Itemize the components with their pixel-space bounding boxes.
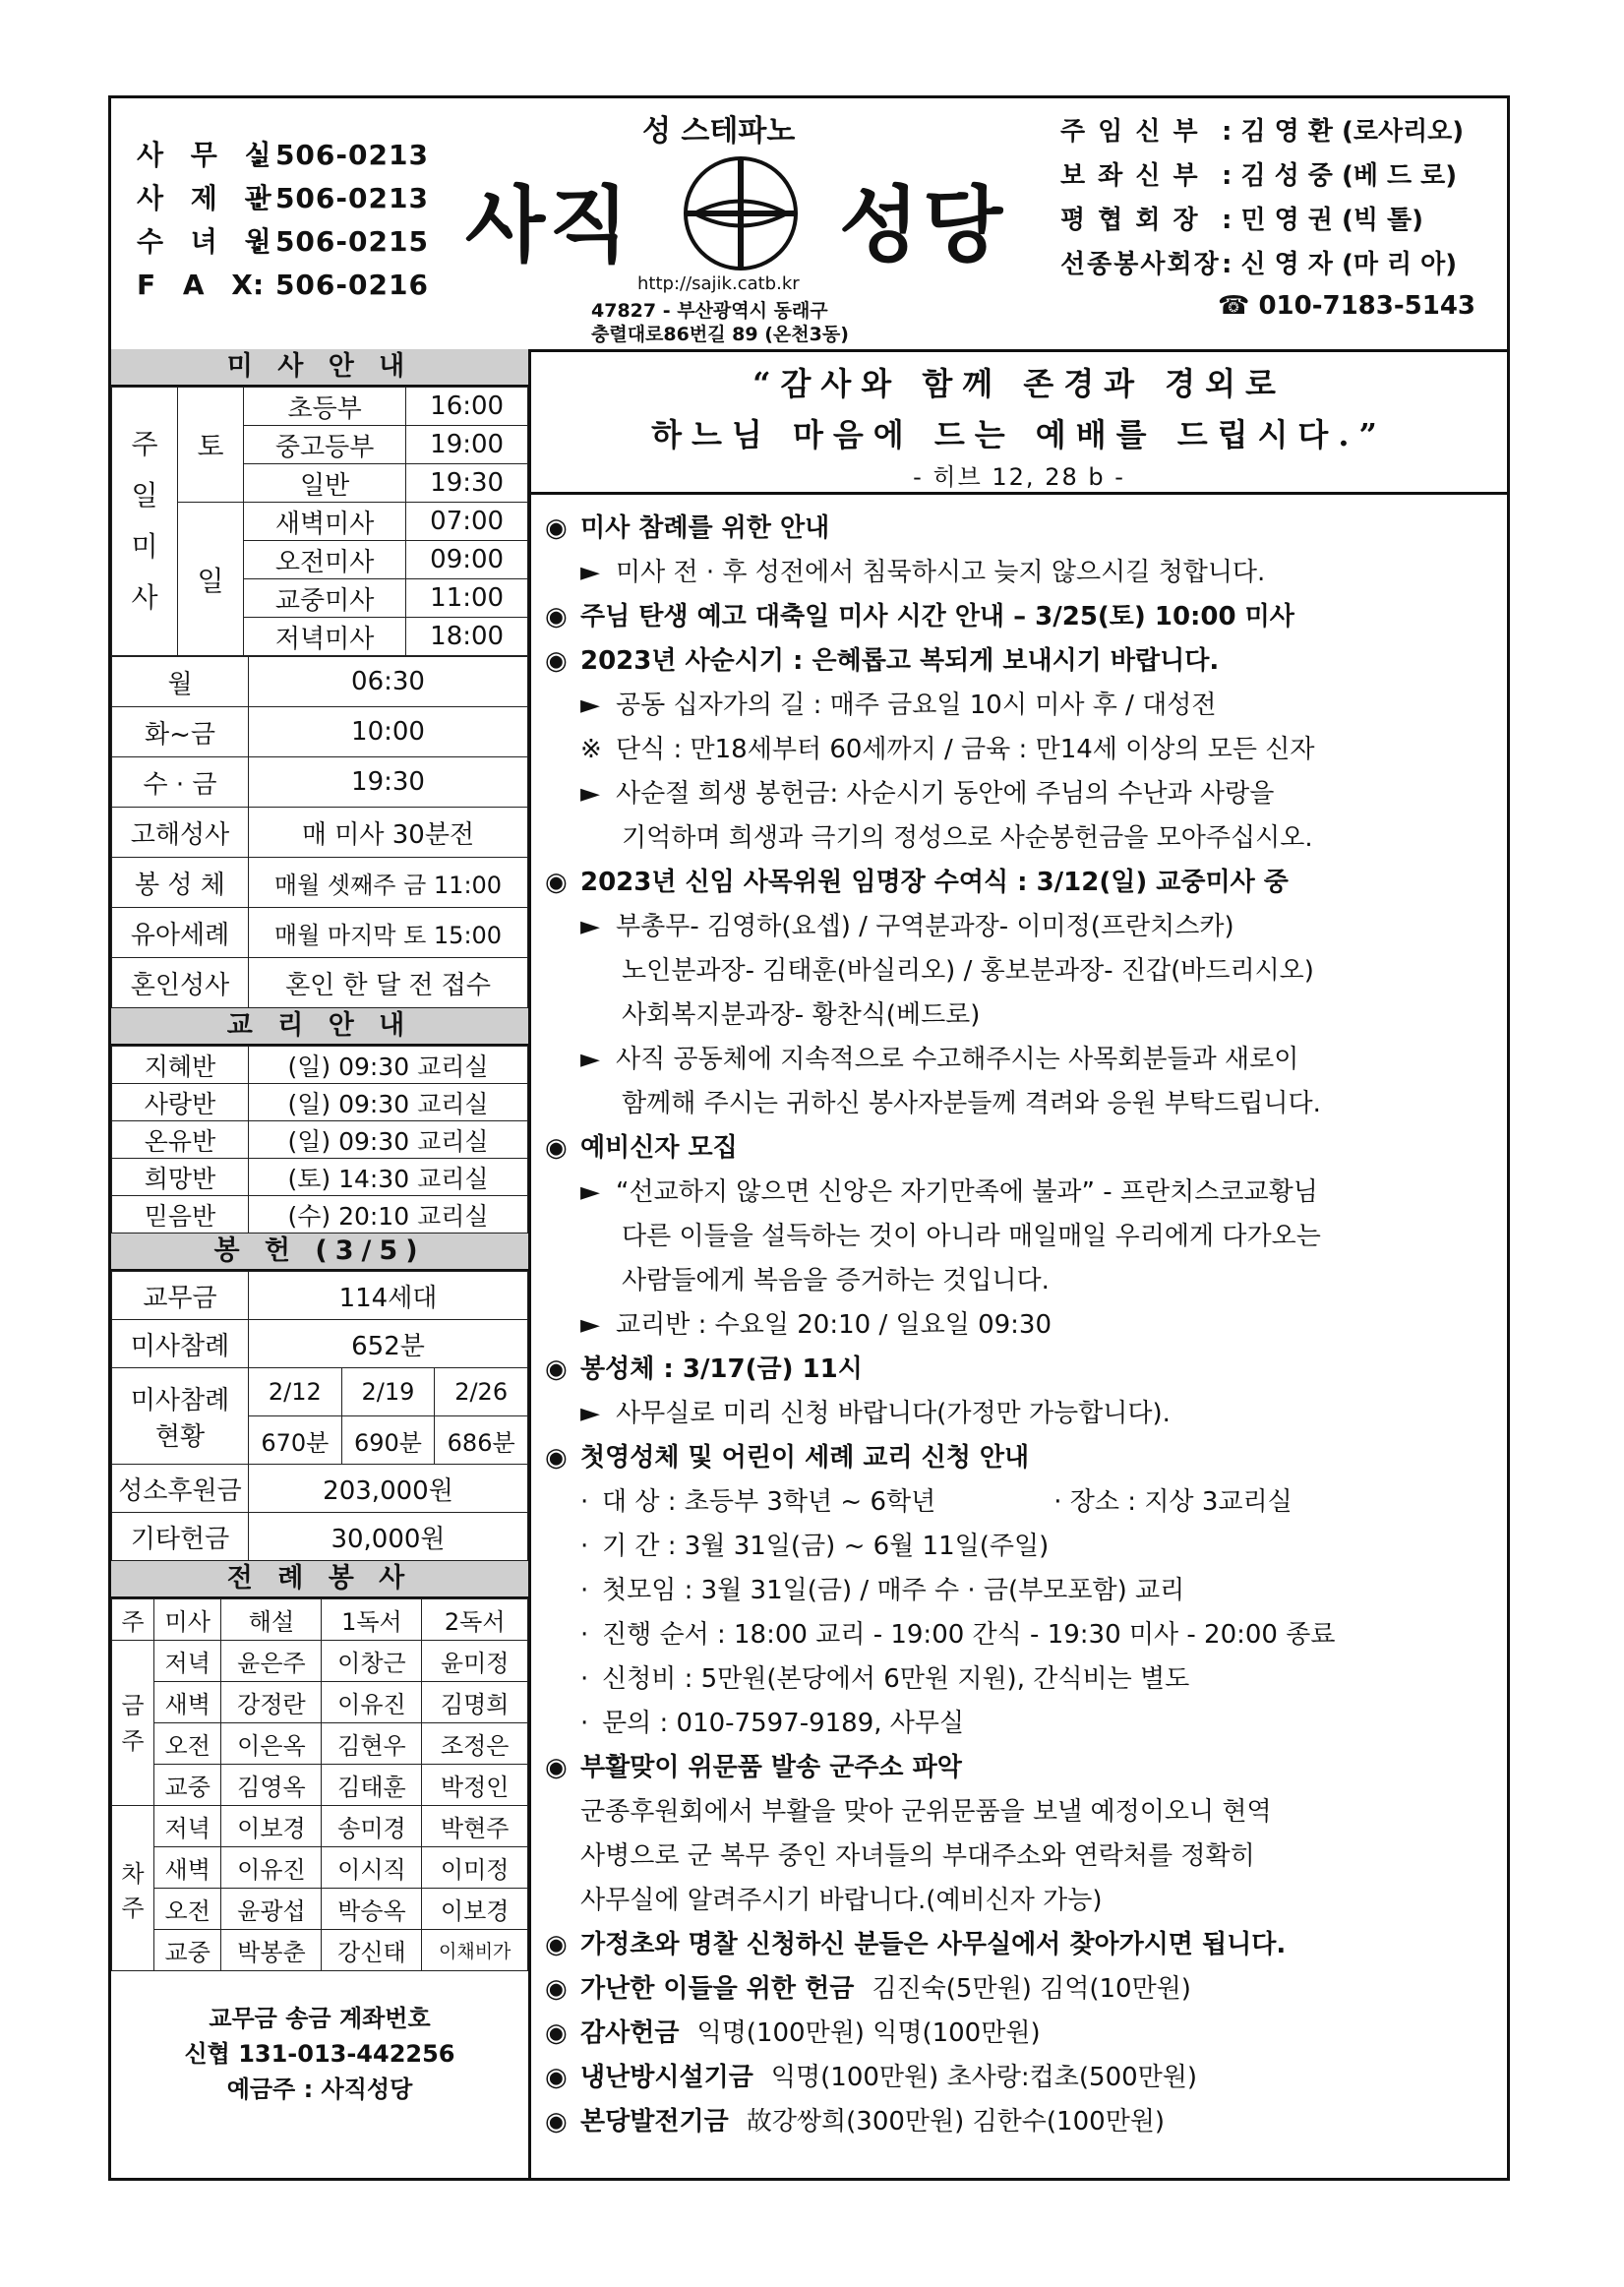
table-row: 미사참례 652분 [112,1320,528,1368]
arrow-icon: ► [580,779,600,809]
verse-reference: - 히브 12, 28 b - [913,463,1125,491]
table-row: 주 미사 해설 1독서 2독서 [112,1599,528,1641]
notice-item: · 진행 순서 : 18:00 교리 - 19:00 간식 - 19:30 미사 - 20:00 종료 [545,1613,1507,1657]
bullet-icon: ◉ [545,513,568,543]
bullet-icon: ◉ [545,1930,568,1959]
notice-item: · 문의 : 010-7597-9189, 사무실 [545,1702,1507,1746]
dot-icon: · [580,1576,589,1605]
dot-icon: · [580,1620,589,1650]
arrow-icon: ► [580,691,600,720]
bullet-icon: ◉ [545,1133,568,1163]
table-row: 화~금 10:00 [112,707,528,757]
funeral-service-head: 선종봉사회장: 신 영 자 (마 리 아) [1060,250,1458,279]
table-row: 고해성사 매 미사 30분전 [112,808,528,858]
notice-heading: ◉ 본당발전기금 故강쌍희(300만원) 김한수(100만원) [545,2100,1507,2144]
table-row: 사랑반 (일) 09:30 교리실 [112,1084,528,1121]
church-patron: 성 스테파노 [642,114,796,149]
notice-item: · 기 간 : 3월 31일(금) ~ 6월 11일(주일) [545,1525,1507,1569]
table-row: 새벽 이유진 이시직 이미정 [112,1847,528,1889]
table-row: 믿음반 (수) 20:10 교리실 [112,1196,528,1234]
notice-item: 다른 이들을 설득하는 것이 아니라 매일매일 우리에게 다가오는 [622,1222,1321,1251]
church-name-right: 성당 [839,177,1007,273]
dot-icon: · [580,1487,589,1517]
header [111,98,1507,352]
right-column [531,349,1507,2144]
bullet-icon: ◉ [545,1354,568,1384]
table-row: 저녁미사 18:00 [112,618,528,656]
notice-item: ► 공동 십자가의 길 : 매주 금요일 10시 미사 후 / 대성전 [545,684,1507,728]
note-icon: ※ [580,735,602,764]
notice-item: ► 부총무- 김영하(요셉) / 구역분과장- 이미정(프란치스카) [545,905,1507,949]
cross-logo-icon [677,150,805,277]
table-row: 미사참례 현황 2/12 2/19 2/26 [112,1368,528,1416]
notice-item: ※ 단식 : 만18세부터 60세까지 / 금육 : 만14세 이상의 모든 신자 [545,728,1507,772]
notice-heading: ◉ 냉난방시설기금 익명(100만원) 초사랑:컵초(500만원) [545,2056,1507,2100]
notice-item: · 첫모임 : 3월 31일(금) / 매주 수 · 금(부모포함) 교리 [545,1569,1507,1613]
notices [531,495,1507,2144]
arrow-icon: ► [580,1177,600,1207]
rectory-phone: 사 제 관: 506-0213 [137,182,429,214]
table-row: 교중 김영옥 김태훈 박정인 [112,1765,528,1806]
scripture-verse: “감사와 함께 존경과 경외로 하느님 마음에 드는 예배를 드립시다.” - 히브 12, 28 b - [531,349,1507,495]
liturgy-table [111,1598,528,1971]
dot-icon: · [580,1664,589,1694]
notice-item: 사무실에 알려주시기 바랍니다.(예비신자 가능) [580,1886,1103,1915]
notice-item: · 대 상 : 초등부 3학년 ~ 6학년 · 장소 : 지상 3교리실 [545,1480,1507,1525]
arrow-icon: ► [580,1045,600,1074]
notice-item: 노인분과장- 김태훈(바실리오) / 홍보분과장- 진갑(바드리시오) [622,956,1314,986]
bullet-icon: ◉ [545,1753,568,1782]
notice-heading: ◉ 2023년 사순시기 : 은혜롭고 복되게 보내시기 바랍니다. [545,639,1507,684]
table-row: 일 새벽미사 07:00 [112,503,528,541]
arrow-icon: ► [580,1310,600,1340]
saturday-label: 토 [178,388,244,503]
convent-phone: 수 녀 원: 506-0215 [137,225,429,258]
table-row: 희망반 (토) 14:30 교리실 [112,1159,528,1196]
notice-heading: ◉ 가난한 이들을 위한 헌금 김진숙(5만원) 김억(10만원) [545,1967,1507,2012]
table-row: 오전 윤광섭 박승옥 이보경 [112,1889,528,1930]
assistant-priest: 보 좌 신 부 : 김 성 중 (베 드 로) [1060,161,1458,191]
weekday-schedule-table [111,656,528,1008]
table-row: 혼인성사 혼인 한 달 전 접수 [112,958,528,1008]
table-row: 오전미사 09:00 [112,541,528,579]
table-row: 새벽 강정란 이유진 김명희 [112,1682,528,1723]
notice-heading: ◉ 부활맞이 위문품 발송 군주소 파악 [545,1746,1507,1790]
staff-list [1060,110,1464,287]
mass-schedule-table [111,387,528,656]
notice-item: ► 사순절 희생 봉헌금: 사순시기 동안에 주님의 수난과 사랑을 [545,772,1507,816]
next-week-label: 차 주 [112,1806,154,1971]
sunday-mass-label: 주 일 미 사 [112,388,178,656]
bullet-icon: ◉ [545,602,568,632]
notice-item: 사회복지분과장- 황찬식(베드로) [622,1000,981,1030]
notice-heading: ◉ 봉성체 : 3/17(금) 11시 [545,1348,1507,1392]
address: 47827 - 부산광역시 동래구 충렬대로86번길 89 (온천3동) [591,300,849,345]
notice-heading: ◉ 감사헌금 익명(100만원) 익명(100만원) [545,2012,1507,2056]
table-row: 교중 박봉춘 강신태 이채비가 [112,1930,528,1971]
bullet-icon: ◉ [545,2107,568,2137]
office-phone: 사 무 실: 506-0213 [137,139,429,171]
table-row: 주 일 미 사 토 초등부 16:00 [112,388,528,426]
table-row: 차 주 저녁 이보경 송미경 박현주 [112,1806,528,1847]
bullet-icon: ◉ [545,2063,568,2092]
notice-item: ► 미사 전 · 후 성전에서 침묵하시고 늦지 않으시길 청합니다. [545,551,1507,595]
fax: F A X: 506-0216 [137,269,429,301]
table-row: 금 주 저녁 윤은주 이창근 윤미정 [112,1641,528,1682]
notice-item: ► 교리반 : 수요일 20:10 / 일요일 09:30 [545,1303,1507,1348]
table-row: 유아세례 매월 마지막 토 15:00 [112,908,528,958]
notice-item: ► “선교하지 않으면 신앙은 자기만족에 불과” - 프란치스코교황님 [545,1171,1507,1215]
dot-icon: · [580,1532,589,1561]
notice-heading: ◉ 첫영성체 및 어린이 세례 교리 신청 안내 [545,1436,1507,1480]
table-row: 온유반 (일) 09:30 교리실 [112,1121,528,1159]
pastor: 주 임 신 부 : 김 영 환 (로사리오) [1060,117,1465,147]
attendance-label: 미사참례 현황 [112,1368,249,1465]
notice-item: ► 사직 공동체에 지속적으로 수고해주시는 사목회분들과 새로이 [545,1038,1507,1082]
mass-schedule-title: 미 사 안 내 [111,349,528,387]
table-row: 월 06:30 [112,657,528,707]
table-row: 지혜반 (일) 09:30 교리실 [112,1047,528,1084]
offering-table [111,1271,528,1561]
table-row: 성소후원금 203,000원 [112,1465,528,1513]
notice-heading: ◉ 미사 참례를 위한 안내 [545,507,1507,551]
notice-item: · 신청비 : 5만원(본당에서 6만원 지원), 간식비는 별도 [545,1657,1507,1702]
dot-icon: · [580,1709,589,1738]
notice-heading: ◉ 예비신자 모집 [545,1126,1507,1171]
account-info: 교무금 송금 계좌번호 신협 131-013-442256 예금주 : 사직성당 [184,2005,455,2103]
arrow-icon: ► [580,558,600,587]
table-row: 봉 성 체 매월 셋째주 금 11:00 [112,858,528,908]
sunday-label: 일 [178,503,244,656]
table-row: 670분 690분 686분 [112,1416,528,1465]
notice-heading: ◉ 2023년 신임 사목위원 임명장 수여식 : 3/12(일) 교중미사 중 [545,861,1507,905]
bullet-icon: ◉ [545,1974,568,2004]
notice-item: 기억하며 희생과 극기의 정성으로 사순봉헌금을 모아주십시오. [622,823,1313,853]
bullet-icon: ◉ [545,2018,568,2048]
church-name-left: 사직 [465,177,633,273]
arrow-icon: ► [580,912,600,941]
table-row: 수 · 금 19:30 [112,757,528,808]
council-president: 평 협 회 장 : 민 영 권 (빅 톨) [1060,206,1424,235]
contact-phone: ☎ 010-7183-5143 [1218,291,1476,321]
arrow-icon: ► [580,1399,600,1428]
notice-item: 사람들에게 복음을 증거하는 것입니다. [622,1266,1050,1295]
website-link[interactable]: http://sajik.catb.kr [637,273,800,294]
notice-heading: ◉ 주님 탄생 예고 대축일 미사 시간 안내 – 3/25(토) 10:00 미사 [545,595,1507,639]
liturgy-title: 전 례 봉 사 [111,1561,528,1598]
catechism-table [111,1046,528,1234]
notice-heading: ◉ 가정초와 명찰 신청하신 분들은 사무실에서 찾아가시면 됩니다. [545,1923,1507,1967]
notice-item: 사병으로 군 복무 중인 자녀들의 부대주소와 연락처를 정확히 [580,1841,1255,1871]
notice-item: 군종후원회에서 부활을 맞아 군위문품을 보낼 예정이오니 현역 [580,1797,1272,1827]
table-row: 기타헌금 30,000원 [112,1513,528,1561]
bullet-icon: ◉ [545,1443,568,1473]
bullet-icon: ◉ [545,646,568,676]
table-row: 교중미사 11:00 [112,579,528,618]
table-row: 중고등부 19:00 [112,426,528,464]
this-week-label: 금 주 [112,1641,154,1806]
notice-item: 함께해 주시는 귀하신 봉사자분들께 격려와 응원 부탁드립니다. [622,1089,1321,1118]
table-row: 일반 19:30 [112,464,528,503]
notice-item: ► 사무실로 미리 신청 바랍니다(가정만 가능합니다). [545,1392,1507,1436]
catechism-title: 교 리 안 내 [111,1008,528,1046]
office-contacts [137,134,429,307]
table-row: 교무금 114세대 [112,1272,528,1320]
table-row: 오전 이은옥 김현우 조정은 [112,1723,528,1765]
offering-title: 봉 헌 (3/5) [111,1234,528,1271]
bullet-icon: ◉ [545,868,568,897]
left-column [111,349,531,2181]
bulletin-frame [108,95,1510,2181]
